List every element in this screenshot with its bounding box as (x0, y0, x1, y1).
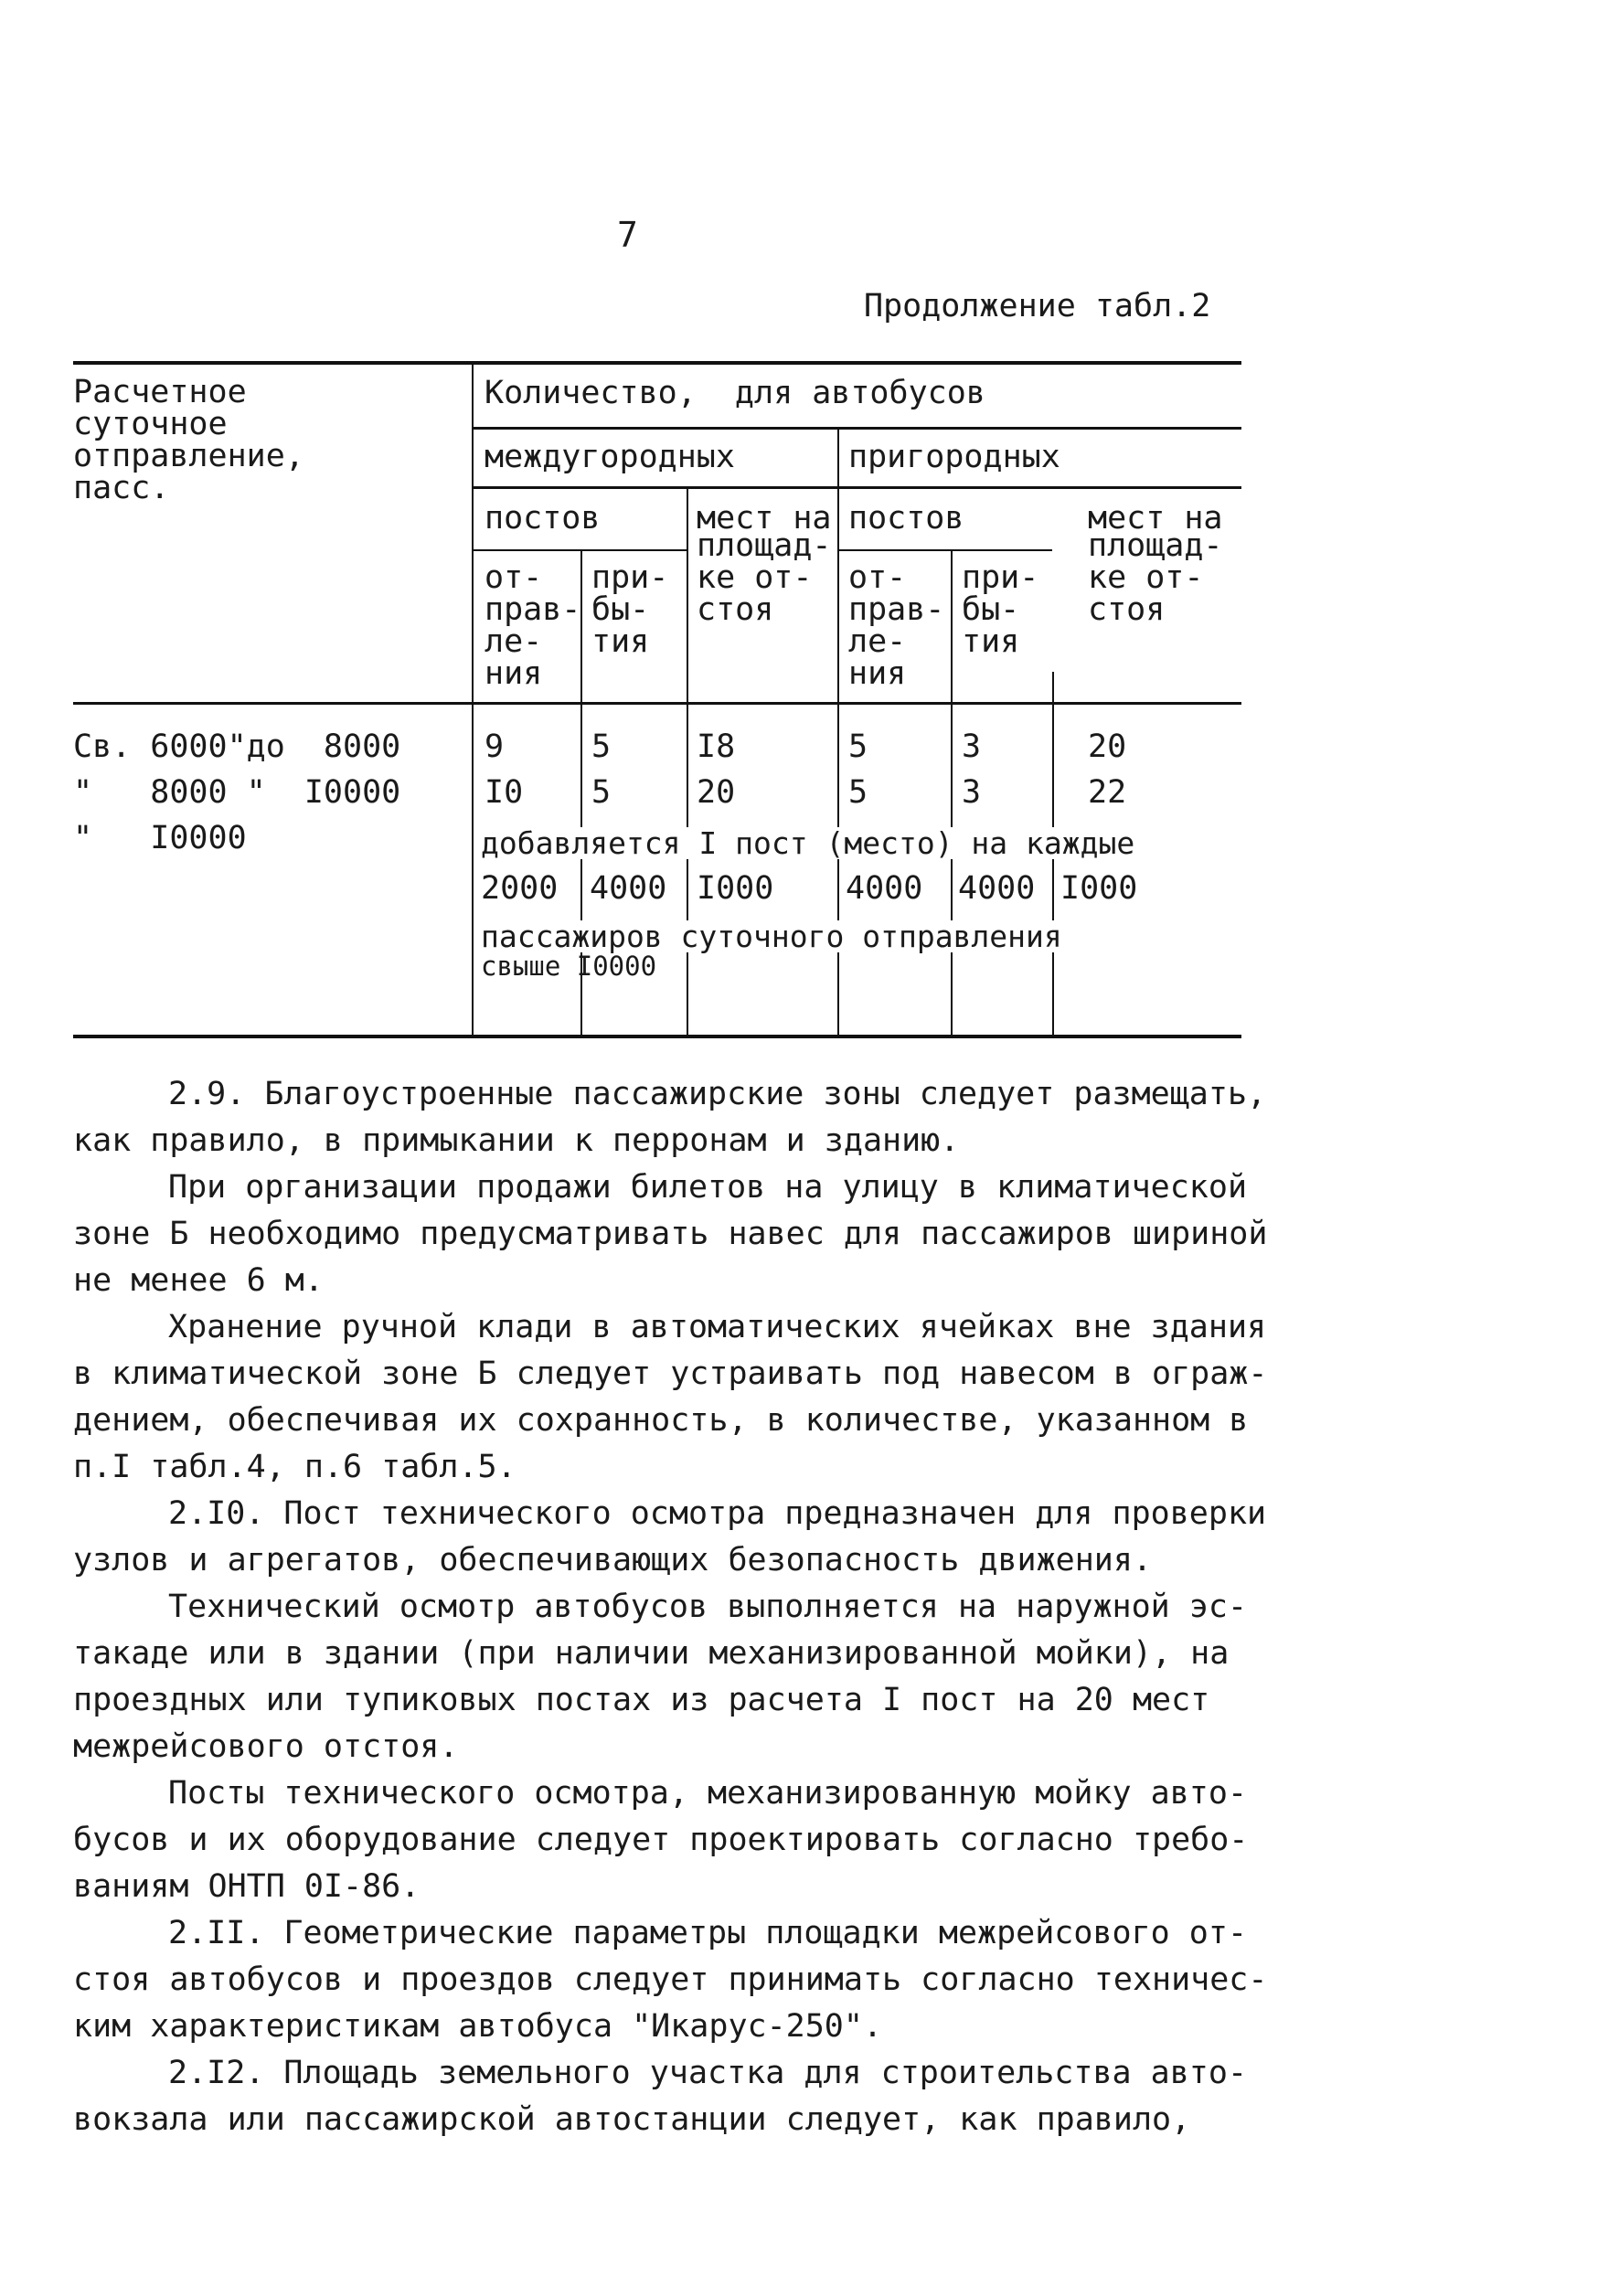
paragraph-2-10 (73, 1491, 1267, 1584)
header-daily-departure-line-2: суточное (73, 406, 228, 442)
text-line: 2.9. Благоустроенные пассажирские зоны следует размещать, (168, 1076, 1267, 1112)
text-line: в климатической зоне Б следует устраивать под навесом в ограж- (73, 1355, 1268, 1392)
header-arrival-intercity-2: бы- (591, 591, 650, 628)
row-1-suburban-departure: 5 (848, 728, 868, 765)
text-line: При организации продажи билетов на улицу в климатической (168, 1169, 1248, 1206)
header-departure-suburban-3: ле- (848, 623, 907, 660)
header-places-intercity-line-4: стоя (697, 591, 774, 628)
header-places-intercity-line-2: площад- (697, 527, 832, 564)
header-departure-intercity-4: ния (485, 655, 543, 692)
text-line: Хранение ручной клади в автоматических ячейках вне здания (168, 1309, 1267, 1345)
row-1-intercity-arrival: 5 (591, 728, 612, 765)
text-line: бусов и их оборудование следует проектировать согласно требо- (73, 1822, 1249, 1858)
row-2-suburban-departure: 5 (848, 774, 868, 811)
text-line: такаде или в здании (при наличии механизированной мойки), на (73, 1635, 1230, 1672)
paragraph-inspection-posts (73, 1770, 1249, 1910)
table-top-rule (73, 361, 1241, 365)
paragraph-technical-inspection (73, 1584, 1248, 1770)
header-daily-departure-line-3: отправление, (73, 438, 304, 474)
header-departure-suburban-1: от- (848, 559, 907, 596)
text-line: Технический осмотр автобусов выполняется на наружной эс- (168, 1589, 1248, 1625)
header-places-intercity-line-1: мест на (697, 500, 832, 537)
header-intercity: междугородных (485, 439, 735, 475)
row-1-intercity-places: I8 (697, 728, 736, 765)
row-2-intercity-places: 20 (697, 774, 736, 811)
row-3-suburban-places: I000 (1060, 870, 1138, 907)
table-bottom-rule (73, 1035, 1241, 1038)
row-2-label: " 8000 " I0000 (73, 774, 401, 811)
header-quantity: Количество, для автобусов (485, 375, 985, 411)
paragraph-2-11 (73, 1910, 1268, 2050)
row-3-suburban-arrival: 4000 (958, 870, 1036, 907)
row-3-label: " I0000 (73, 820, 247, 856)
header-rule-types (472, 486, 1241, 489)
header-rule-posts-intercity (472, 549, 687, 551)
header-places-intercity-line-3: ке от- (697, 559, 813, 596)
header-arrival-suburban-2: бы- (962, 591, 1020, 628)
col-rule-5 (951, 549, 953, 1035)
header-arrival-suburban-1: при- (962, 559, 1039, 596)
text-line: Посты технического осмотра, механизированную мойку авто- (168, 1775, 1248, 1812)
row-1-suburban-arrival: 3 (962, 728, 982, 765)
header-daily-departure-line-4: пасс. (73, 470, 170, 506)
text-line: как правило, в примыкании к перронам и зданию. (73, 1122, 960, 1159)
header-places-suburban-line-2: площад- (1088, 527, 1223, 564)
row-3-note-line-3: свыше I0000 (481, 951, 657, 982)
row-3-note-line-1: добавляется I пост (место) на каждые (481, 825, 1135, 861)
header-arrival-intercity-1: при- (591, 559, 669, 596)
col-rule-1 (472, 361, 474, 1035)
text-line: межрейсового отстоя. (73, 1728, 459, 1765)
text-line: зоне Б необходимо предусматривать навес для пассажиров шириной (73, 1216, 1268, 1252)
header-rule-quantity (472, 427, 1241, 430)
row-3-intercity-arrival: 4000 (590, 870, 667, 907)
text-line: узлов и агрегатов, обеспечивающих безопасность движения. (73, 1542, 1153, 1578)
paragraph-ticket-sales (73, 1164, 1268, 1304)
row-3-suburban-departure: 4000 (846, 870, 923, 907)
text-line: вокзала или пассажирской автостанции следует, как правило, (73, 2101, 1191, 2138)
data-table (73, 361, 1241, 1037)
header-posts-suburban: постов (848, 500, 964, 537)
row-2-suburban-places: 22 (1088, 774, 1127, 811)
row-1-intercity-departure: 9 (485, 728, 505, 765)
text-line: п.I табл.4, п.6 табл.5. (73, 1449, 516, 1485)
row-3-intercity-departure: 2000 (481, 870, 559, 907)
text-line: стоя автобусов и проездов следует принимать согласно техничес- (73, 1961, 1268, 1998)
header-departure-suburban-2: прав- (848, 591, 945, 628)
header-departure-intercity-3: ле- (485, 623, 543, 660)
header-suburban: пригородных (848, 439, 1060, 475)
row-2-suburban-arrival: 3 (962, 774, 982, 811)
text-line: 2.I2. Площадь земельного участка для строительства авто- (168, 2055, 1248, 2091)
paragraph-2-12 (73, 2050, 1248, 2143)
header-arrival-suburban-3: тия (962, 623, 1020, 660)
row-1-suburban-places: 20 (1088, 728, 1127, 765)
row-2-intercity-arrival: 5 (591, 774, 612, 811)
header-places-suburban-line-4: стоя (1088, 591, 1166, 628)
text-line: ваниям ОНТП 0I-86. (73, 1868, 421, 1905)
page-number: 7 (617, 215, 638, 255)
header-departure-intercity-2: прав- (485, 591, 581, 628)
header-places-suburban-line-1: мест на (1088, 500, 1223, 537)
body-text (73, 1071, 1268, 2143)
row-1-label: Св. 6000"до 8000 (73, 728, 401, 765)
text-line: не менее 6 м. (73, 1262, 324, 1299)
paragraph-2-9 (73, 1071, 1267, 1164)
row-2-intercity-departure: I0 (485, 774, 524, 811)
header-departure-intercity-1: от- (485, 559, 543, 596)
text-line: дением, обеспечивая их сохранность, в количестве, указанном в (73, 1402, 1249, 1439)
header-posts-intercity: постов (485, 500, 601, 537)
header-bottom-rule (73, 702, 1241, 705)
row-3-intercity-places: I000 (697, 870, 774, 907)
row-3-note-line-2: пассажиров суточного отправления (481, 919, 1062, 954)
text-line: 2.II. Геометрические параметры площадки межрейсового от- (168, 1915, 1248, 1951)
table-caption: Продолжение табл.2 (864, 288, 1211, 324)
text-line: 2.I0. Пост технического осмотра предназначен для проверки (168, 1495, 1267, 1532)
text-line: ким характеристикам автобуса "Икарус-250". (73, 2008, 883, 2045)
text-line: проездных или тупиковых постах из расчета I пост на 20 мест (73, 1682, 1210, 1718)
header-places-suburban-line-3: ке от- (1088, 559, 1204, 596)
header-arrival-intercity-3: тия (591, 623, 650, 660)
header-daily-departure-line-1: Расчетное (73, 374, 247, 410)
header-rule-posts-suburban (837, 549, 1052, 551)
paragraph-hand-luggage (73, 1304, 1268, 1491)
header-departure-suburban-4: ния (848, 655, 907, 692)
